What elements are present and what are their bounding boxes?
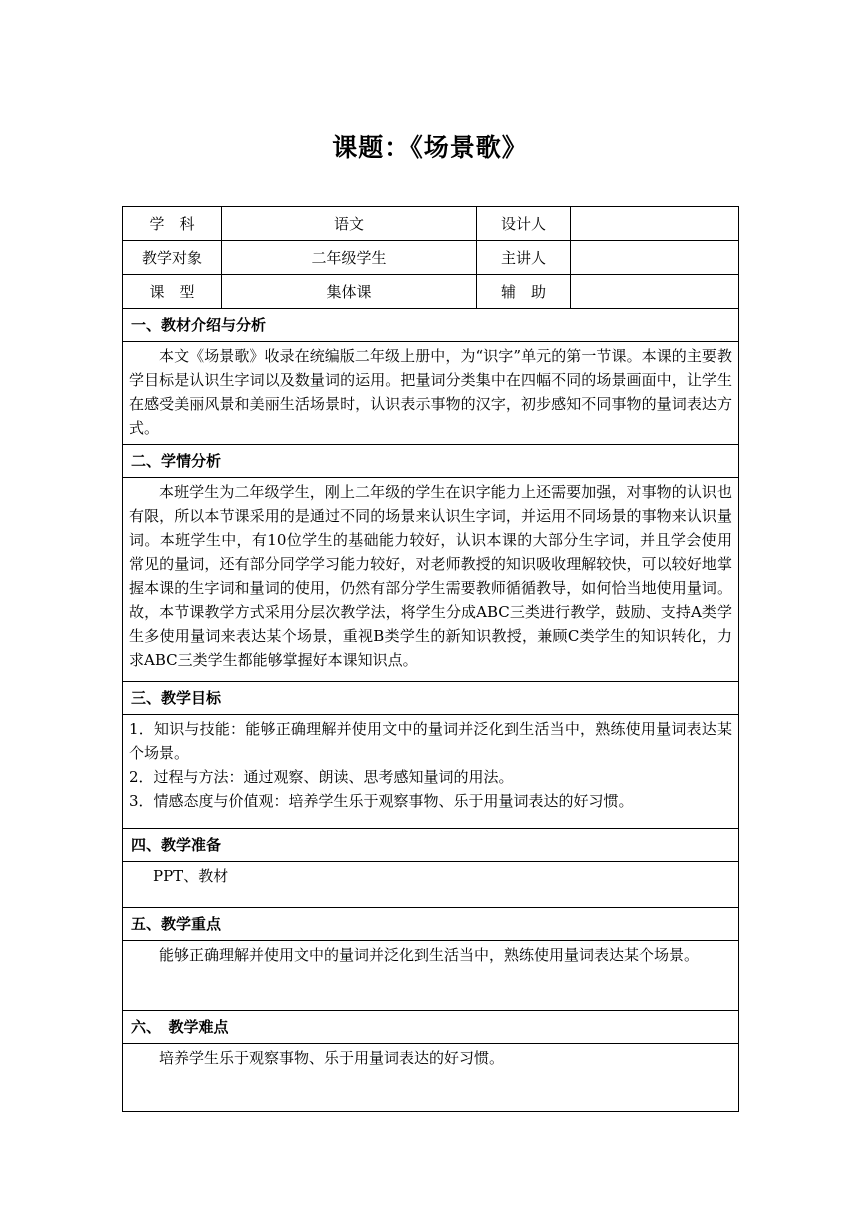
info-row-audience — [123, 241, 739, 275]
designer-value — [571, 207, 739, 241]
designer-label: 设计人 — [477, 207, 571, 241]
section-heading-objectives: 三、教学目标 — [123, 682, 739, 715]
section-heading-student-analysis: 二、学情分析 — [123, 445, 739, 478]
objective-item: 3．情感态度与价值观：培养学生乐于观察事物、乐于用量词表达的好习惯。 — [129, 792, 634, 810]
section-body-objectives — [123, 715, 739, 829]
section-heading-preparation: 四、教学准备 — [123, 829, 739, 862]
subject-label: 学 科 — [123, 207, 222, 241]
class-type-label: 课 型 — [123, 275, 222, 309]
assistant-value — [571, 275, 739, 309]
lecturer-label: 主讲人 — [477, 241, 571, 275]
lecturer-value — [571, 241, 739, 275]
info-row-type — [123, 275, 739, 309]
section-body-textbook: 本文《场景歌》收录在统编版二年级上册中，为“识字”单元的第一节课。本课的主要教学目标是认识生字词以及数量词的运用。把量词分类集中在四幅不同的场景画面中，让学生在感受美丽风景和美丽生活场景时，认识表示事物的汉字，初步感知不同事物的量词表达方式。 — [123, 342, 739, 445]
lesson-plan-table — [122, 206, 739, 1112]
objective-item: 2．过程与方法：通过观察、朗读、思考感知量词的用法。 — [129, 768, 514, 786]
section-body-key-points: 能够正确理解并使用文中的量词并泛化到生活当中，熟练使用量词表达某个场景。 — [123, 941, 739, 1011]
audience-value: 二年级学生 — [222, 241, 477, 275]
assistant-label: 辅 助 — [477, 275, 571, 309]
audience-label: 教学对象 — [123, 241, 222, 275]
objective-item: 1．知识与技能：能够正确理解并使用文中的量词并泛化到生活当中，熟练使用量词表达某个场景。 — [129, 720, 732, 762]
section-heading-textbook: 一、教材介绍与分析 — [123, 309, 739, 342]
section-body-difficulties: 培养学生乐于观察事物、乐于用量词表达的好习惯。 — [123, 1044, 739, 1112]
class-type-value: 集体课 — [222, 275, 477, 309]
section-body-preparation: PPT、教材 — [123, 862, 739, 908]
section-body-student-analysis: 本班学生为二年级学生，刚上二年级的学生在识字能力上还需要加强，对事物的认识也有限，所以本节课采用的是通过不同的场景来认识生字词，并运用不同场景的事物来认识量词。本班学生中，有10位学生的基础能力较好，认识本课的大部分生字词，并且学会使用常见的量词，还有部分同学学习能力较好，对老师教授的知识吸收理解较快，可以较好地掌握本课的生字词和量词的使用，仍然有部分学生需要教师循循教导，如何恰当地使用量词。故，本节课教学方式采用分层次教学法，将学生分成ABC三类进行教学，鼓励、支持A类学生多使用量词来表达某个场景，重视B类学生的新知识教授，兼顾C类学生的知识转化，力求ABC三类学生都能够掌握好本课知识点。 — [123, 478, 739, 682]
info-row-subject — [123, 207, 739, 241]
section-heading-difficulties: 六、 教学难点 — [123, 1011, 739, 1044]
page-title: 课题：《场景歌》 — [332, 133, 528, 162]
section-heading-key-points: 五、教学重点 — [123, 908, 739, 941]
subject-value: 语文 — [222, 207, 477, 241]
